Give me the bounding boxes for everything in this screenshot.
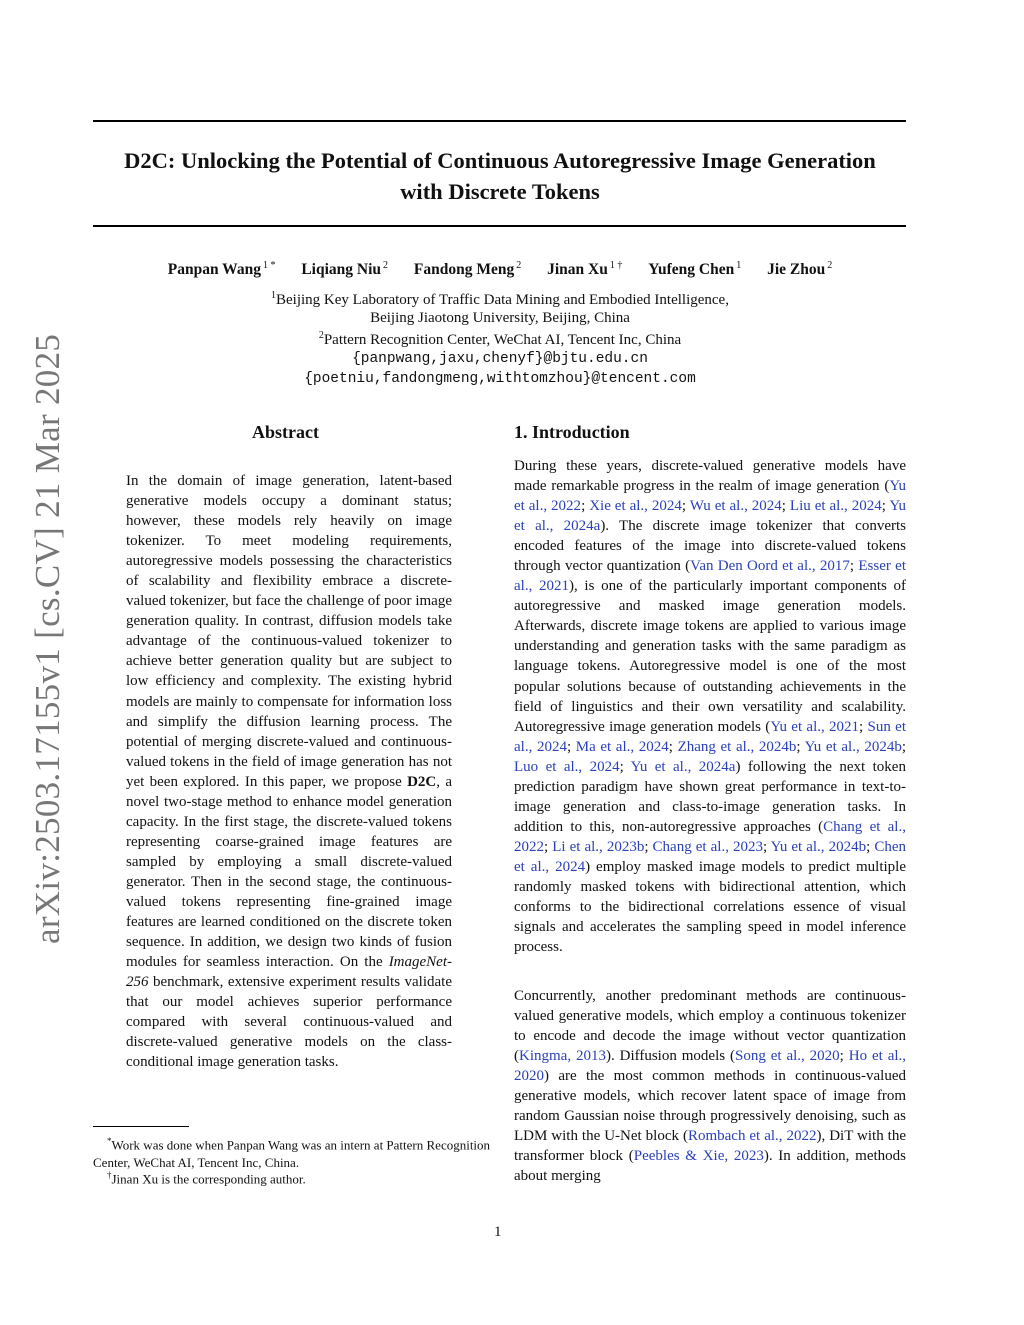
paragraph-text: ) employ masked image models to predict multiple randomly masked tokens with bidirectional attention, which conforms to the bidirectional correlations essence of visual signals and accelerates the sampling speed in model inference process. xyxy=(514,858,906,956)
citation-link[interactable]: Chang et al., 2023 xyxy=(652,838,763,855)
abstract-body: In the domain of image generation, latent-based generative models occupy a dominant status; however, these models rely heavily on image tokenizer. To meet modeling requirements, autoregressive models possessing the characteristics of scalability and flexibility embrace a discrete-valued tokenizer, but face the challenge of poor image generation quality. In contrast, diffusion models take advantage of the continuous-valued tokenizer to achieve better generation quality but are subject to low efficiency and complexity. The existing hybrid models are mainly to compensate for information loss and simplify the diffusion learning process. The potential of merging discrete-valued and continuous-valued tokens in the field of image generation has not yet been explored. In this paper, we propose D2C, a novel two-stage method to enhance model generation capacity. In the first stage, the discrete-valued tokens representing coarse-grained image features are sampled by employing a small discrete-valued generator. Then in the second stage, the continuous-valued tokens representing fine-grained image features are learned conditioned on the discrete token sequence. In addition, we design two kinds of fusion modules for seamless interaction. On the ImageNet-256 benchmark, extensive experiment results validate that our model achieves superior performance compared with several continuous-valued and discrete-valued generative models on the class-conditional image generation tasks. xyxy=(126,473,452,1071)
citation-link[interactable]: Zhang et al., 2024b xyxy=(677,738,797,755)
paragraph-text: ), DiT with the transformer block ( xyxy=(514,1128,906,1165)
paragraph-text: ; xyxy=(839,1048,849,1065)
paragraph-text: ; xyxy=(566,738,576,755)
affiliation-2: $^2$Pattern Recognition Center, WeChat AI, Tencent Inc, China xyxy=(318,330,682,348)
citation-link[interactable]: Chang et al., 2022 xyxy=(514,818,906,855)
citation-link[interactable]: Wu et al., 2024 xyxy=(689,498,782,515)
paragraph-text: ). Diffusion models ( xyxy=(605,1048,735,1065)
paper-title-line-1: D2C: Unlocking the Potential of Continuous Autoregressive Image Generation xyxy=(124,148,876,173)
paragraph-text: ; xyxy=(866,838,875,855)
citation-link[interactable]: Rombach et al., 2022 xyxy=(687,1128,817,1145)
introduction-paragraph-1 xyxy=(514,456,906,957)
citation-link[interactable]: Kingma, 2013 xyxy=(519,1048,606,1065)
affiliation-1-line-1: $^1$Beijing Key Laboratory of Traffic Data Mining and Embodied Intelligence, xyxy=(271,290,729,308)
title-rule-bottom xyxy=(93,225,906,227)
paragraph-text: ; xyxy=(544,838,553,855)
benchmark-name: ImageNet-256 xyxy=(126,954,452,991)
citation-link[interactable]: Chen et al., 2024 xyxy=(514,838,906,875)
paper-title-line-2: with Discrete Tokens xyxy=(400,179,600,204)
paragraph-text: ; xyxy=(859,718,868,735)
paragraph-text: ; xyxy=(901,738,906,755)
paragraph-text: Concurrently, another predominant methods are continuous-valued generative models, which employ a continuous tokenizer to encode and decode the image without vector quantization ( xyxy=(514,988,906,1065)
arxiv-identifier: arXiv:2503.17155v1 [cs.CV] 21 Mar 2025 xyxy=(28,333,67,944)
abstract-heading: Abstract xyxy=(252,422,319,442)
email-line-1: {panpwang,jaxu,chenyf}@bjtu.edu.cn xyxy=(352,351,648,367)
author-1: Panpan Wang $^{1 *}$ xyxy=(167,260,276,279)
footnote-rule xyxy=(93,1126,189,1127)
paragraph-text: ; xyxy=(796,738,805,755)
title-rule-top xyxy=(93,120,906,122)
paragraph-text: ). In addition, methods about merging xyxy=(514,1148,906,1185)
citation-link[interactable]: Yu et al., 2021 xyxy=(770,718,860,735)
footnote-1: *Work was done when Panpan Wang was an intern at Pattern Recognition Center, WeChat AI, Tencent Inc, China. xyxy=(93,1136,491,1171)
citation-link[interactable]: Liu et al., 2024 xyxy=(789,498,882,515)
paragraph-text: ). The discrete image tokenizer that converts encoded features of the image into discrete-valued tokens through vector quantization ( xyxy=(514,518,906,575)
citation-link[interactable]: Yu et al., 2024a xyxy=(630,758,736,775)
paragraph-text: ), is one of the particularly important components of autoregressive and masked image generation models. Afterwards, discrete image tokens are applied to various image understanding and generation tasks with the same paradigm as language tokens. Autoregressive model is one of the most popular solutions because of outstanding achievements in the field of linguistics and their own versatility and scalability. Autoregressive image generation models ( xyxy=(514,578,907,735)
paragraph-text: ; xyxy=(619,758,631,775)
citation-link[interactable]: Peebles & Xie, 2023 xyxy=(633,1148,764,1165)
paragraph-text: ) following the next token prediction paradigm have shown great performance in text-to-image generation and class-to-image generation tasks. In addition to this, non-autoregressive approaches ( xyxy=(514,758,906,835)
citation-link[interactable]: Yu et al., 2024b xyxy=(804,738,902,755)
footnote-2: †Jinan Xu is the corresponding author. xyxy=(107,1170,306,1187)
author-5: Yufeng Chen $^1$ xyxy=(648,260,742,279)
citation-link[interactable]: Sun et al., 2024 xyxy=(514,718,907,755)
paragraph-text: ; xyxy=(681,498,690,515)
citation-link[interactable]: Ma et al., 2024 xyxy=(575,738,669,755)
page-number: 1 xyxy=(494,1224,502,1240)
introduction-heading: 1. Introduction xyxy=(514,422,630,442)
introduction-paragraph-2 xyxy=(514,986,906,1186)
citation-link[interactable]: Yu et al., 2024a xyxy=(514,498,907,535)
author-list xyxy=(0,260,1000,279)
paragraph-text: ; xyxy=(668,738,678,755)
affiliation-1-line-2: Beijing Jiaotong University, Beijing, China xyxy=(370,310,630,326)
paragraph-text: ; xyxy=(644,838,653,855)
author-4: Jinan Xu $^{1 \dagger}$ xyxy=(547,260,623,279)
citation-link[interactable]: Xie et al., 2024 xyxy=(589,498,682,515)
paragraph-text: ; xyxy=(781,498,790,515)
author-6: Jie Zhou $^2$ xyxy=(767,260,833,279)
author-3: Fandong Meng $^2$ xyxy=(413,260,522,279)
citation-link[interactable]: Van Den Oord et al., 2017 xyxy=(690,558,850,575)
email-line-2: {poetniu,fandongmeng,withtomzhou}@tencent.com xyxy=(304,371,696,387)
citation-link[interactable]: Yu et al., 2024b xyxy=(770,838,867,855)
citation-link[interactable]: Luo et al., 2024 xyxy=(514,758,620,775)
paragraph-text: ; xyxy=(849,558,859,575)
citation-link[interactable]: Li et al., 2023b xyxy=(552,838,645,855)
model-name: D2C xyxy=(407,773,437,790)
paragraph-text: ) are the most common methods in continuous-valued generative models, which recover latent space of image from random Gaussian noise through progressively denoising, such as LDM with the U-Net block ( xyxy=(514,1068,906,1145)
paragraph-text: ; xyxy=(581,498,590,515)
citation-link[interactable]: Esser et al., 2021 xyxy=(514,558,906,595)
paragraph-text: During these years, discrete-valued generative models have made remarkable progress in the realm of image generation ( xyxy=(514,458,906,495)
citation-link[interactable]: Song et al., 2020 xyxy=(734,1048,840,1065)
author-2: Liqiang Niu $^2$ xyxy=(301,260,389,279)
paragraph-text: ; xyxy=(763,838,771,855)
citation-link[interactable]: Yu et al., 2022 xyxy=(514,478,906,515)
citation-link[interactable]: Ho et al., 2020 xyxy=(514,1048,907,1085)
paragraph-text: ; xyxy=(881,498,890,515)
